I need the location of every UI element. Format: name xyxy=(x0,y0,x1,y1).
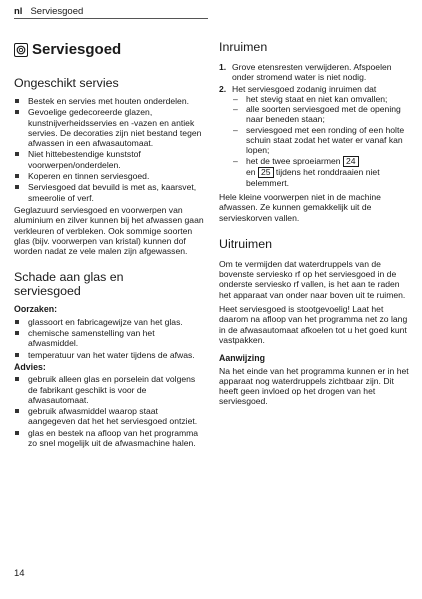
header-lang: nl xyxy=(14,6,23,17)
sub-item: – serviesgoed met een ronding of een holte schuin staat zodat het water er vanaf kan lopen; xyxy=(232,125,410,156)
list-item: Gevoelige gedecoreerde glazen, kunstnijverheidsservies en -vazen en antiek servies. De decoraties zijn niet bestand tegen afwassen in een afwasautomaat. xyxy=(14,107,206,148)
uitruimen-warning: Heet serviesgoed is stootgevoelig! Laat het daarom na afloop van het programma net zo lang in de afwasautomaat afkoelen tot u het goed kunt vastpakken. xyxy=(219,304,408,345)
heading-inruimen: Inruimen xyxy=(219,40,268,54)
inruimen-steps xyxy=(219,62,410,188)
aanwijzing-paragraph: Na het einde van het programma kunnen er in het apparaat nog waterdruppels zichtbaar zijn. Dit heeft geen invloed op het drogen van het serviesgoed. xyxy=(219,365,409,407)
step-number: 2. xyxy=(219,83,227,94)
heading-uitruimen: Uitruimen xyxy=(219,236,273,251)
heading-ongeschikt: Ongeschikt servies xyxy=(14,76,119,90)
list-item: glas en bestek na afloop van het programma zo snel mogelijk uit de afwasmachine halen. xyxy=(14,428,206,449)
uitruimen-paragraph: Om te vermijden dat waterdruppels van de bovenste serviesko rf op het serviesgoed in de onderste serviesko rf vallen, is het aan te raden het apparaat van onder naar boven uit te ruimen. xyxy=(219,258,406,300)
ongeschikt-list xyxy=(14,96,206,203)
header-section: Serviesgoed xyxy=(30,6,84,17)
ongeschikt-paragraph: Geglazuurd serviesgoed en voorwerpen van aluminium en zilver kunnen bij het afwassen gaan verkleuren of verbleken. Ook sommige soorten glas (bijv. voorwerpen van kristal) kunnen dof worden nadat ze vele malen zijn afgewassen. xyxy=(14,204,204,257)
page-header xyxy=(14,6,83,17)
aanwijzing-label: Aanwijzing xyxy=(219,353,265,364)
list-item: glassoort en fabricagewijze van het glas. xyxy=(14,317,206,327)
list-item: Koperen en tinnen serviesgoed. xyxy=(14,171,206,181)
list-item: temperatuur van het water tijdens de afwas. xyxy=(14,350,206,360)
right-column xyxy=(219,40,410,411)
list-item: chemische samenstelling van het afwasmiddel. xyxy=(14,328,206,349)
header-rule xyxy=(14,18,208,19)
page-title: Serviesgoed xyxy=(32,41,122,58)
heading-schade: Schade aan glas en serviesgoed xyxy=(14,270,124,299)
sub-item: – alle soorten serviesgoed met de opening naar beneden staan; xyxy=(232,104,410,125)
reference-number-box: 25 xyxy=(258,167,274,178)
inruimen-paragraph: Hele kleine voorwerpen niet in de machine afwassen. Ze kunnen gemakkelijk uit de servieskorven vallen. xyxy=(219,191,381,223)
list-item: gebruik alleen glas en porselein dat volgens de fabrikant geschikt is voor de afwasautomaat. xyxy=(14,374,206,405)
sub-item-text: tijdens het ronddraaien niet belemmert. xyxy=(246,166,380,188)
sub-item: – het stevig staat en niet kan omvallen; xyxy=(232,94,410,104)
oorzaken-label: Oorzaken: xyxy=(14,304,58,315)
step-item xyxy=(219,62,410,83)
left-column xyxy=(14,30,206,450)
step-text: Grove etensresten verwijderen. Afspoelen onder stromend water is niet nodig. xyxy=(232,62,392,83)
page-number: 14 xyxy=(14,568,25,579)
list-item: Serviesgoed dat bevuild is met as, kaarsvet, smeerolie of verf. xyxy=(14,182,206,203)
sub-item-text: en xyxy=(246,166,256,177)
sub-item-text: het de twee sproeiarmen xyxy=(246,155,341,166)
list-item: Bestek en servies met houten onderdelen. xyxy=(14,96,206,106)
advies-label: Advies: xyxy=(14,361,46,372)
step-text: Het serviesgoed zodanig inruimen dat xyxy=(232,83,377,94)
step-number: 1. xyxy=(219,62,227,72)
list-item: Niet hittebestendige kunststof voorwerpen/onderdelen. xyxy=(14,149,206,170)
dishware-icon xyxy=(14,43,28,57)
reference-number-box: 24 xyxy=(343,156,359,167)
advies-list xyxy=(14,374,206,448)
list-item: gebruik afwasmiddel waarop staat aangegeven dat het het serviesgoed ontziet. xyxy=(14,406,206,427)
sub-item xyxy=(232,156,410,188)
sub-list xyxy=(232,94,410,188)
section-title-row xyxy=(14,42,206,58)
oorzaken-list xyxy=(14,317,206,360)
step-item xyxy=(219,84,410,188)
